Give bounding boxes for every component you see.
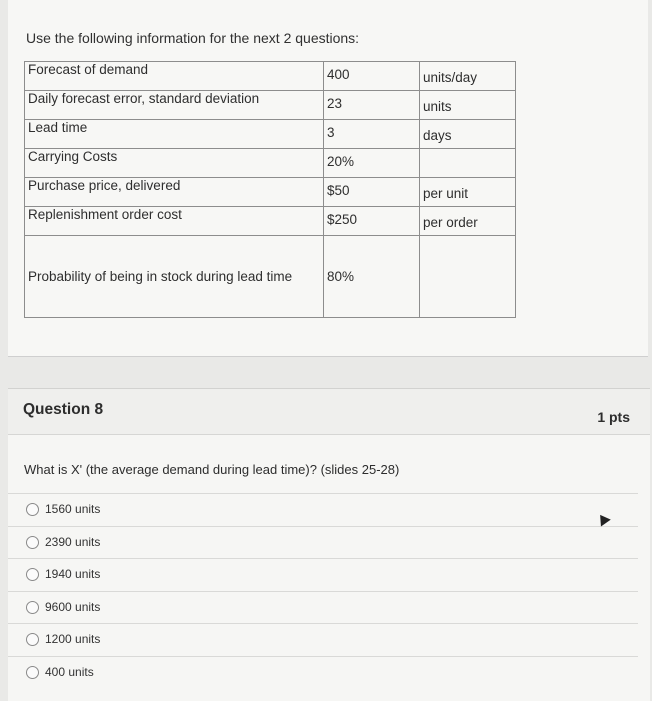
row-value: 23 — [327, 96, 343, 111]
info-panel — [8, 0, 648, 357]
row-unit — [423, 149, 512, 157]
answer-option[interactable] — [8, 558, 638, 591]
radio-button[interactable] — [26, 568, 39, 581]
row-label: Probability of being in stock during lead time — [25, 236, 324, 318]
row-label: Daily forecast error, standard deviation — [25, 91, 324, 120]
row-value: 3 — [327, 125, 335, 140]
question-text: What is X' (the average demand during lead time)? (slides 25-28) — [24, 462, 400, 477]
question-title: Question 8 — [23, 401, 104, 418]
row-label: Purchase price, delivered — [25, 178, 324, 207]
table-row — [25, 62, 516, 91]
answer-label[interactable]: 2390 units — [45, 534, 101, 549]
question-header — [8, 389, 650, 435]
answer-option[interactable] — [8, 493, 638, 526]
table-row — [25, 178, 516, 207]
row-unit: units/day — [423, 70, 478, 85]
row-unit: units — [423, 99, 452, 114]
question-points: 1 pts — [597, 409, 630, 425]
radio-button[interactable] — [26, 503, 39, 516]
row-unit: days — [423, 128, 452, 143]
row-unit: per unit — [423, 186, 469, 201]
table-row — [25, 120, 516, 149]
radio-button[interactable] — [26, 601, 39, 614]
answer-list — [8, 493, 638, 688]
row-value: $50 — [327, 183, 350, 198]
info-title: Use the following information for the next 2 questions: — [26, 30, 360, 46]
answer-label[interactable]: 9600 units — [45, 599, 101, 614]
row-label: Forecast of demand — [25, 62, 324, 91]
row-value: 20% — [327, 154, 355, 169]
answer-label[interactable]: 1560 units — [45, 502, 101, 516]
table-row — [25, 207, 516, 236]
answer-option[interactable] — [8, 591, 638, 624]
answer-option[interactable] — [8, 656, 638, 689]
row-value: 400 — [327, 67, 350, 82]
row-label: Carrying Costs — [25, 149, 324, 178]
row-value: 80% — [324, 236, 420, 318]
row-unit — [420, 236, 516, 318]
row-value: $250 — [327, 212, 358, 227]
radio-button[interactable] — [26, 536, 39, 549]
row-label: Lead time — [25, 120, 324, 149]
row-label: Replenishment order cost — [25, 207, 324, 236]
answer-label[interactable]: 1200 units — [45, 632, 101, 646]
table-row — [25, 236, 516, 318]
table-row — [25, 149, 516, 178]
parameters-table — [24, 61, 516, 318]
radio-button[interactable] — [26, 666, 39, 679]
question-panel — [8, 388, 650, 701]
answer-option[interactable] — [8, 623, 638, 656]
radio-button[interactable] — [26, 633, 39, 646]
answer-label[interactable]: 1940 units — [45, 567, 101, 581]
answer-label[interactable]: 400 units — [45, 664, 94, 679]
table-row — [25, 91, 516, 120]
answer-option[interactable] — [8, 526, 638, 559]
row-unit: per order — [423, 215, 478, 230]
